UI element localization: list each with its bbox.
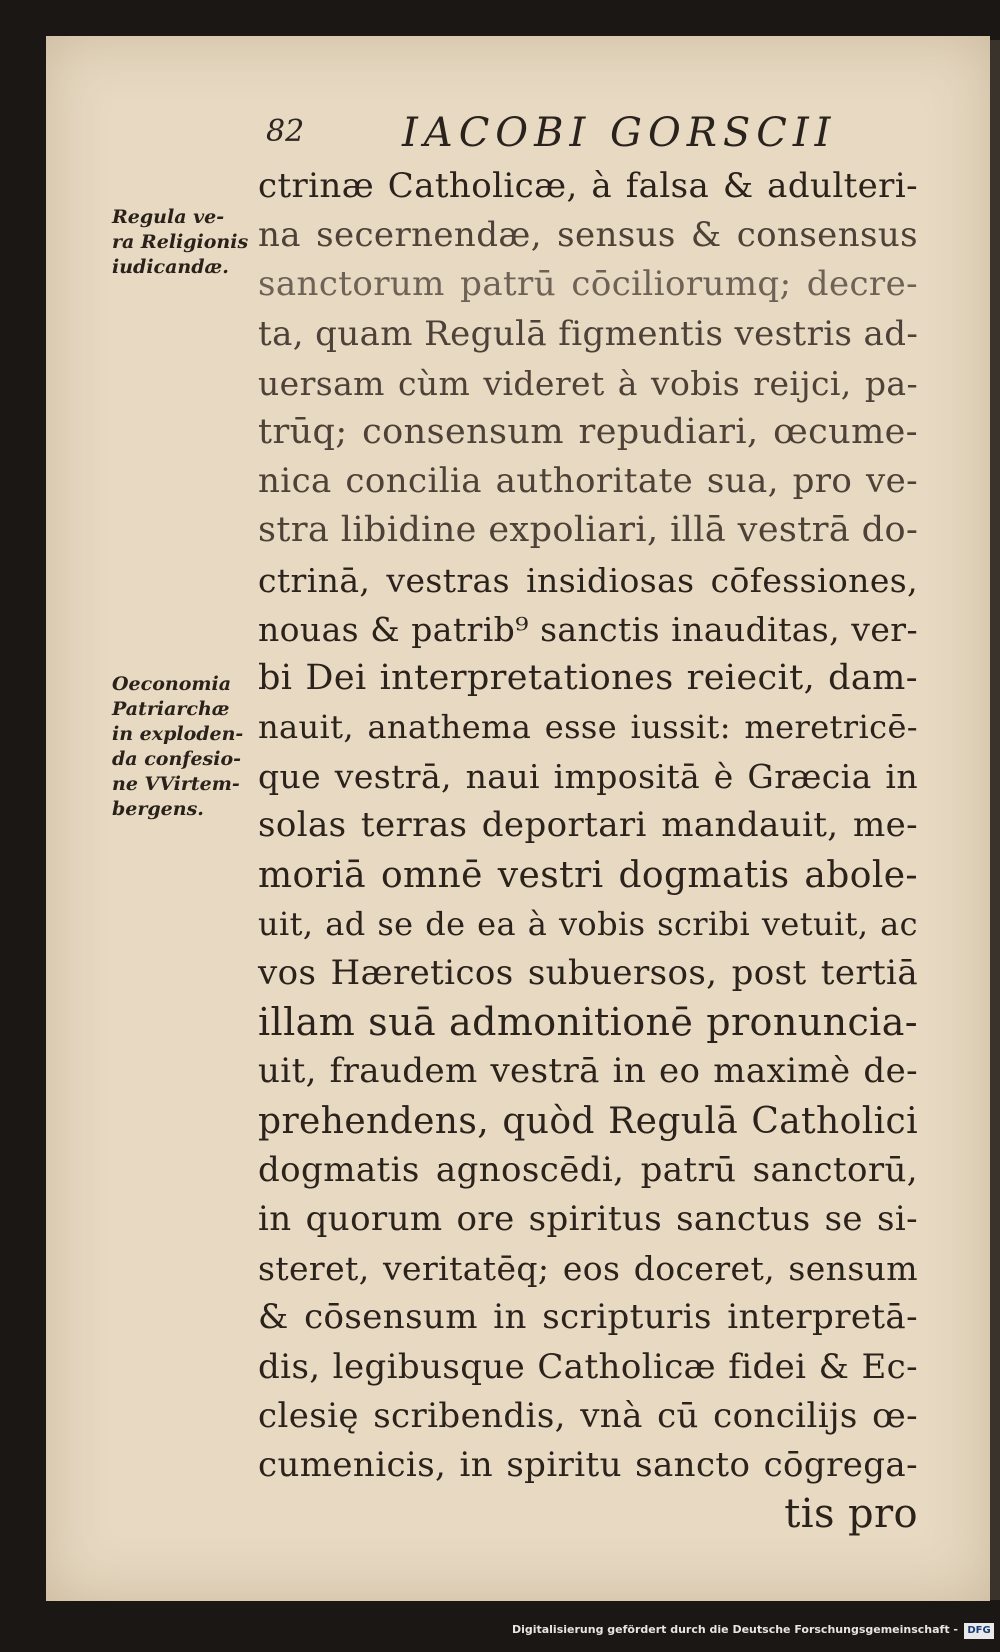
text-line: uersam cùm videret à vobis reijci, pa-: [258, 363, 918, 403]
page-edge: [990, 40, 1000, 1600]
text-line: dogmatis agnoscēdi, patrū sanctorū,: [258, 1149, 918, 1190]
text-line: steret, veritatēq; eos doceret, sensum: [258, 1249, 918, 1289]
text-line: ctrinā, vestras insidiosas cōfessiones,: [258, 560, 918, 600]
text-line: nouas & patrib⁹ sanctis inauditas, ver-: [258, 609, 918, 649]
margin-note-line: Patriarchæ: [112, 698, 230, 720]
margin-note-regula: [112, 205, 262, 280]
text-line: clesię scribendis, vnà cū concilijs œ-: [258, 1395, 918, 1436]
text-line: nica concilia authoritate sua, pro ve-: [258, 461, 918, 502]
dfg-logo: DFG: [964, 1623, 994, 1639]
margin-note-line: da confesio-: [112, 748, 242, 770]
text-line: & cōsensum in scripturis interpretā-: [258, 1297, 918, 1338]
margin-note-line: ne VVirtem-: [112, 773, 240, 795]
text-line: moriā omnē vestri dogmatis abole-: [258, 854, 918, 896]
digitization-credit: Digitalisierung gefördert durch die Deutsche Forschungsgemeinschaft -: [511, 1623, 958, 1636]
text-line: ctrinæ Catholicæ, à falsa & adulteri-: [258, 166, 918, 206]
text-line: vos Hæreticos subuersos, post tertiā: [258, 953, 918, 993]
catchword: tis pro: [784, 1491, 918, 1538]
text-line: stra libidine expoliari, illā vestrā do-: [258, 510, 919, 551]
page-header: [266, 110, 886, 160]
text-line: dis, legibusque Catholicæ fidei & Ec-: [258, 1346, 918, 1387]
body-text: [258, 162, 918, 1539]
margin-note-line: Oeconomia: [112, 673, 232, 695]
text-line: uit, fraudem vestrā in eo maximè de-: [258, 1051, 918, 1092]
margin-note-oeconomia: [112, 672, 262, 822]
margin-note-line: ra Religionis: [112, 231, 249, 253]
text-line: ta, quam Regulā figmentis vestris ad-: [258, 313, 919, 354]
text-line: solas terras deportari mandauit, me-: [258, 805, 918, 846]
text-line: que vestrā, naui impositā è Græcia in: [258, 757, 918, 797]
margin-note-line: iudicandæ.: [112, 256, 229, 278]
text-line: prehendens, quòd Regulā Catholici: [258, 1100, 918, 1142]
text-line: illam suā admonitionē pronuncia-: [258, 1000, 918, 1045]
text-line: bi Dei interpretationes reiecit, dam-: [258, 657, 918, 698]
text-line: na secernendæ, sensus & consensus: [258, 215, 918, 256]
text-line: nauit, anathema esse iussit: meretricē-: [258, 708, 918, 747]
margin-note-line: in exploden-: [112, 723, 244, 745]
text-line: cumenicis, in spiritu sancto cōgrega-: [258, 1444, 918, 1485]
margin-note-line: Regula ve-: [112, 206, 225, 228]
text-line: in quorum ore spiritus sanctus se si-: [258, 1198, 918, 1239]
text-line: trūq; consensum repudiari, œcume-: [258, 411, 918, 452]
page-number: 82: [266, 114, 305, 149]
text-line: sanctorum patrū cōciliorumq; decre-: [258, 264, 918, 305]
margin-note-line: bergens.: [112, 798, 204, 820]
running-head: IACOBI GORSCII: [402, 110, 837, 156]
text-line: uit, ad se de ea à vobis scribi vetuit, ac: [258, 904, 918, 943]
